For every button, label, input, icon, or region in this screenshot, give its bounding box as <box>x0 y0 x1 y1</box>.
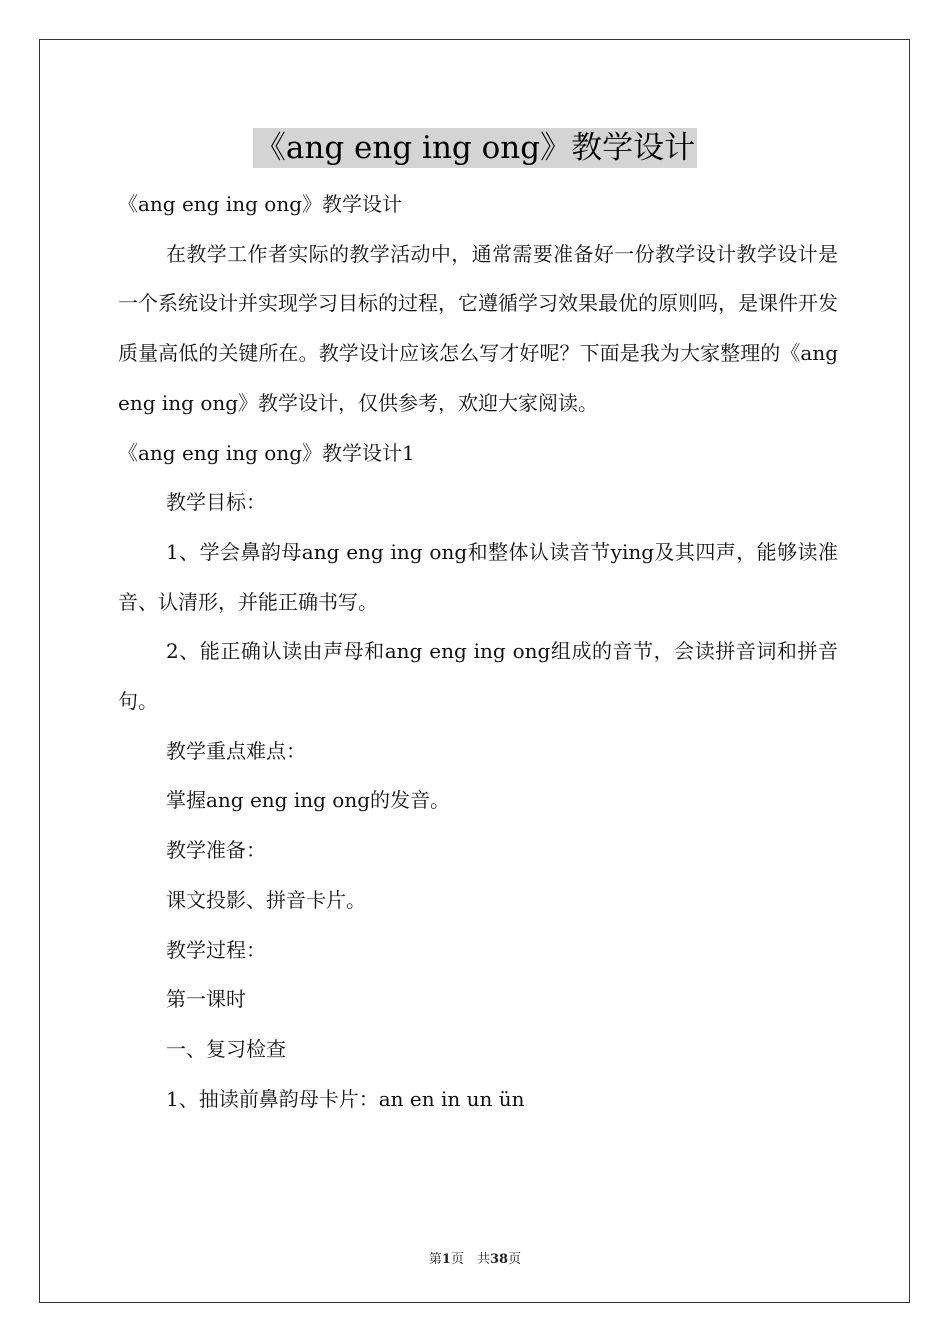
goal-item-1: 1、学会鼻韵母ang eng ing ong和整体认读音节ying及其四声，能够读准音、认清形，并能正确书写。 <box>118 539 838 614</box>
footer-suffix: 页 <box>508 1252 522 1267</box>
page-footer <box>0 1248 950 1267</box>
document-body <box>118 180 838 1124</box>
section-heading-1: 《ang eng ing ong》教学设计1 <box>118 440 415 465</box>
review-item-1: 1、抽读前鼻韵母卡片：an en in un ün <box>166 1086 525 1111</box>
key-points-heading: 教学重点难点： <box>166 738 306 763</box>
footer-prefix: 第 <box>428 1252 442 1267</box>
preparation-text: 课文投影、拼音卡片。 <box>166 887 366 912</box>
key-points-text: 掌握ang eng ing ong的发音。 <box>166 788 451 813</box>
document-title: 《ang eng ing ong》教学设计 <box>254 130 696 166</box>
review-heading: 一、复习检查 <box>166 1036 286 1061</box>
process-heading: 教学过程： <box>166 937 266 962</box>
intro-paragraph: 在教学工作者实际的教学活动中，通常需要准备好一份教学设计教学设计是一个系统设计并实现学习目标的过程，它遵循学习效果最优的原则吗，是课件开发质量高低的关键所在。教学设计应该怎么写才好呢？下面是我为大家整理的《ang eng ing ong》教学设计，仅供参考，欢迎大家阅读。 <box>118 241 838 415</box>
goal-item-2: 2、能正确认读由声母和ang eng ing ong组成的音节，会读拼音词和拼音句。 <box>118 639 838 714</box>
current-page-number: 1 <box>441 1252 451 1267</box>
total-page-count: 38 <box>489 1252 509 1267</box>
title-container <box>0 128 950 168</box>
preparation-heading: 教学准备： <box>166 838 266 863</box>
footer-mid: 页 共 <box>450 1252 490 1267</box>
lesson-heading: 第一课时 <box>166 987 246 1012</box>
teaching-goals-heading: 教学目标： <box>166 490 266 515</box>
subtitle-paragraph: 《ang eng ing ong》教学设计 <box>118 192 403 216</box>
